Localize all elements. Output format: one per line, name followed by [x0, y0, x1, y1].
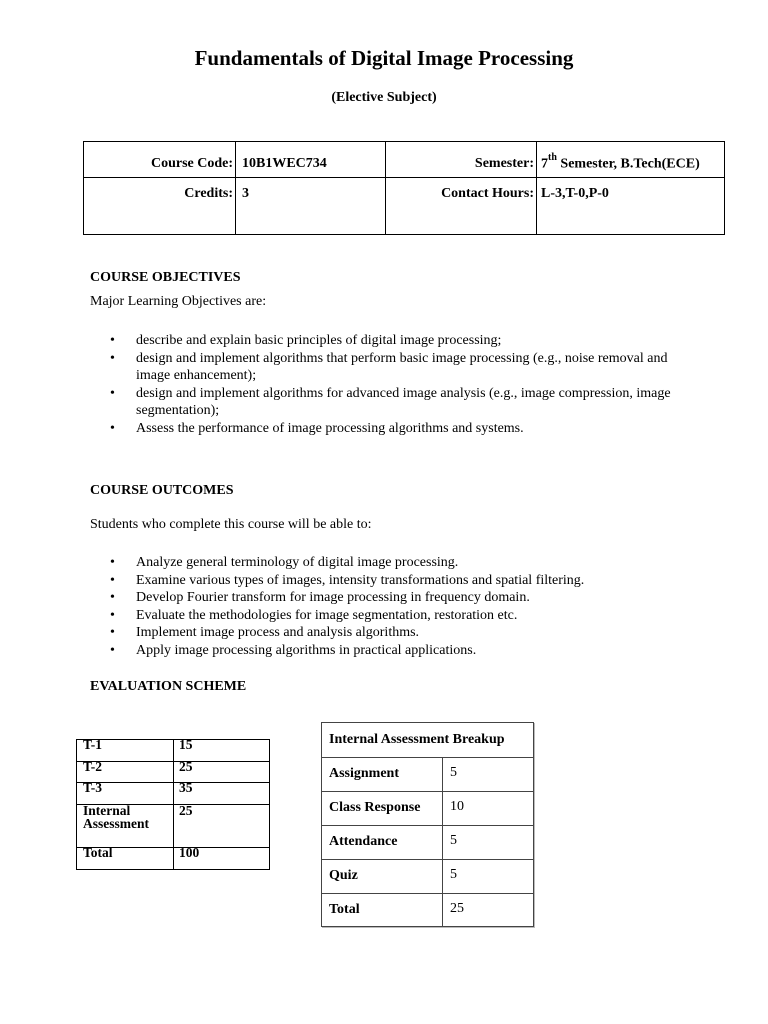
document-title: Fundamentals of Digital Image Processing: [194, 46, 574, 70]
table-divider: [84, 177, 724, 178]
contact-hours-label: Contact Hours:: [441, 186, 534, 201]
semester-number: 7: [541, 156, 548, 172]
breakup-header: Internal Assessment Breakup: [329, 732, 505, 747]
table-divider: [322, 791, 533, 792]
breakup-row-value: 5: [450, 833, 457, 848]
list-item: • Develop Fourier transform for image processing in frequency domain.: [110, 589, 690, 607]
eval-row-value: 100: [179, 845, 200, 860]
list-item: • Examine various types of images, intensity transformations and spatial filtering.: [110, 572, 690, 590]
table-divider: [322, 757, 533, 758]
course-code-value: 10B1WEC734: [242, 156, 327, 171]
outcomes-heading: COURSE OUTCOMES: [90, 483, 234, 498]
breakup-row-value: 5: [450, 765, 457, 780]
breakup-row-label: Class Response: [329, 800, 421, 815]
list-item: • Assess the performance of image processing algorithms and systems.: [110, 420, 690, 438]
semester-label: Semester:: [474, 156, 534, 171]
breakup-row-label: Assignment: [329, 766, 400, 781]
eval-row-label: T-1: [83, 737, 103, 752]
list-item: • Analyze general terminology of digital image processing.: [110, 554, 690, 572]
list-item: • design and implement algorithms for advanced image analysis (e.g., image compression, image segmentation);: [110, 385, 690, 420]
eval-row-label: T-3: [83, 780, 103, 795]
eval-row-value: 35: [179, 780, 193, 795]
breakup-row-value: 10: [450, 799, 464, 814]
outcomes-intro: Students who complete this course will be able to:: [90, 517, 372, 532]
eval-row-value: 25: [179, 759, 193, 774]
eval-row-label: Internal Assessment: [83, 803, 149, 831]
table-divider: [77, 761, 269, 762]
table-divider: [442, 757, 443, 926]
course-info-table: [83, 141, 725, 235]
outcomes-list: [110, 554, 690, 659]
eval-row-value: 15: [179, 737, 193, 752]
table-divider: [322, 893, 533, 894]
eval-row-label: T-2: [83, 759, 103, 774]
table-divider: [235, 142, 236, 234]
document-subtitle: (Elective Subject): [331, 90, 437, 105]
objectives-list: [110, 332, 690, 437]
list-item: • describe and explain basic principles of digital image processing;: [110, 332, 690, 350]
table-divider: [322, 825, 533, 826]
list-item: • Implement image process and analysis algorithms.: [110, 624, 690, 642]
eval-row-label: Total: [83, 845, 113, 860]
breakup-row-label: Total: [329, 902, 360, 917]
list-item: • Apply image processing algorithms in practical applications.: [110, 642, 690, 660]
eval-row-value: 25: [179, 803, 193, 818]
internal-breakup-table: [321, 722, 534, 927]
breakup-row-value: 5: [450, 867, 457, 882]
semester-superscript: th: [548, 152, 557, 163]
breakup-row-value: 25: [450, 901, 464, 916]
evaluation-table: [76, 739, 270, 870]
objectives-intro: Major Learning Objectives are:: [90, 294, 267, 309]
list-item: • Evaluate the methodologies for image segmentation, restoration etc.: [110, 607, 690, 625]
course-code-label: Course Code:: [150, 156, 233, 171]
semester-text: Semester, B.Tech(ECE): [556, 156, 700, 172]
table-divider: [322, 859, 533, 860]
semester-value: [541, 150, 700, 175]
credits-value: 3: [242, 186, 249, 201]
breakup-row-label: Quiz: [329, 868, 358, 883]
breakup-row-label: Attendance: [329, 834, 398, 849]
table-divider: [77, 782, 269, 783]
credits-label: Credits:: [184, 186, 233, 201]
contact-hours-value: L-3,T-0,P-0: [541, 186, 609, 201]
list-item: • design and implement algorithms that perform basic image processing (e.g., noise removal and image enhancement);: [110, 350, 690, 385]
evaluation-heading: EVALUATION SCHEME: [90, 679, 247, 694]
objectives-heading: COURSE OBJECTIVES: [90, 270, 241, 285]
table-divider: [536, 142, 537, 234]
